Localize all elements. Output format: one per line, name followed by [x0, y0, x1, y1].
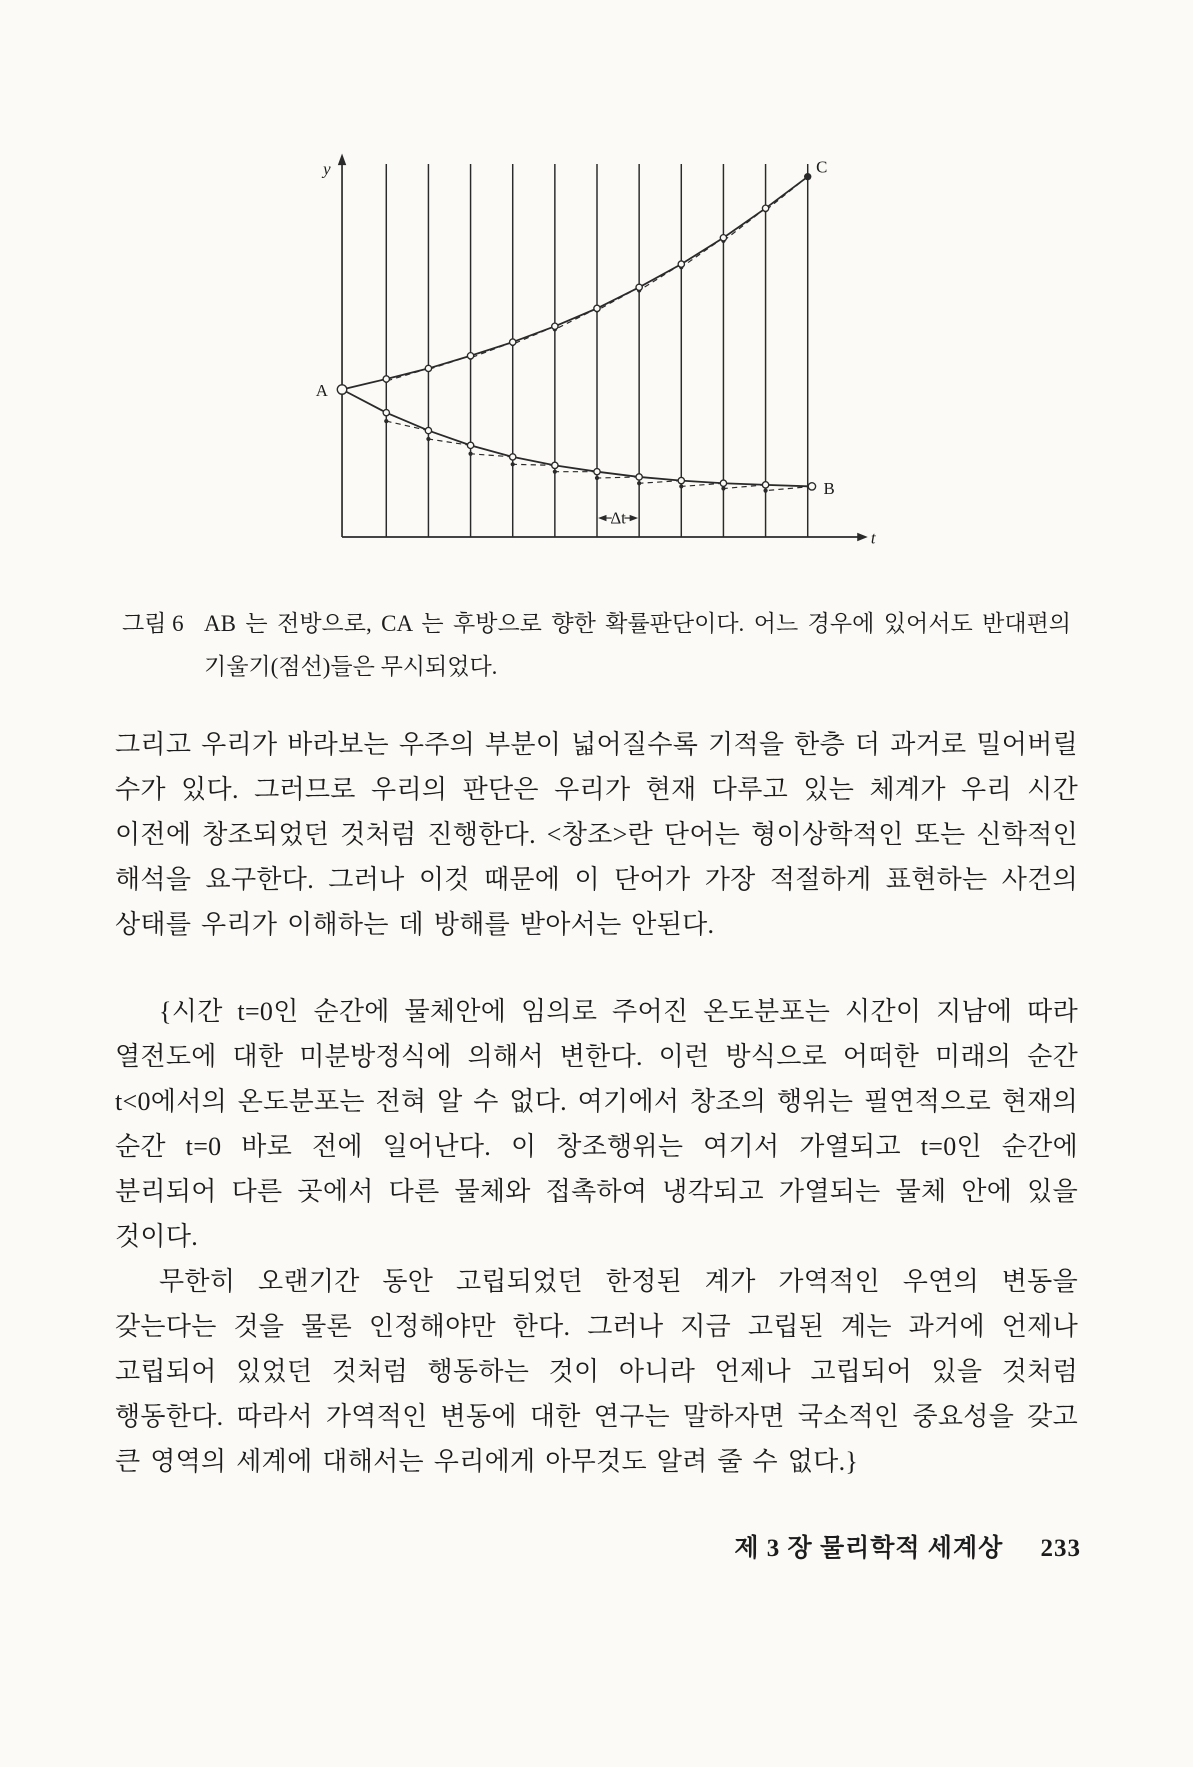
chapter-title: 제 3 장 물리학적 세계상 [734, 1535, 1004, 1562]
y-axis-label: y [322, 159, 331, 179]
t-axis-label: t [870, 528, 876, 548]
page-number: 233 [1040, 1535, 1081, 1562]
point-c-marker [804, 173, 811, 180]
figure-diagram [302, 148, 892, 572]
paragraph-gap [115, 947, 1078, 989]
figure-area [0, 0, 1193, 572]
point-a-marker [337, 385, 346, 394]
y-axis [337, 154, 345, 538]
point-b-label: B [823, 478, 835, 498]
upper-curve-nodes [383, 205, 769, 382]
lower-curve-nodes [383, 410, 769, 488]
paragraph-3: 무한히 오랜기간 동안 고립되었던 한정된 계가 가역적인 우연의 변동을 갖는다는 것을 물론 인정해야만 한다. 그러나 지금 고립된 계는 과거에 언제나 고립되어 있었던 것처럼 행동하는 것이 아니라 언제나 고립되어 있을 것처럼 행동한다. 따라서 가역적인 변동에 대한 연구는 말하자면 국소적인 중요성을 갖고 큰 영역의 세계에 대해서는 우리에게 아무것도 알려 줄 수 없다.} [115, 1267, 1078, 1476]
body-text [115, 722, 1078, 1484]
point-a-label: A [315, 380, 328, 400]
figure-caption [122, 602, 1071, 688]
point-c-label: C [815, 157, 827, 177]
upper-dashed-slopes [384, 177, 808, 384]
page-footer [112, 1528, 1081, 1564]
t-axis [342, 533, 868, 541]
lower-dashed-slopes [384, 419, 812, 493]
paragraph-2: {시간 t=0인 순간에 물체안에 임의로 주어진 온도분포는 시간이 지남에 따라 열전도에 대한 미분방정식에 의해서 변한다. 이런 방식으로 어떠한 미래의 순간 t<0에서의 온도분포는 전혀 알 수 없다. 여기에서 창조의 행위는 필연적으로 현재의 순간 t=0 바로 전에 일어난다. 이 창조행위는 여기서 가열되고 t=0인 순간에 분리되어 다른 곳에서 다른 물체와 접촉하여 냉각되고 가열되는 물체 안에 있을 것이다. [115, 997, 1078, 1251]
vertical-grid-lines [386, 164, 807, 537]
paragraph-1: 그리고 우리가 바라보는 우주의 부분이 넓어질수록 기적을 한층 더 과거로 밀어버릴 수가 있다. 그러므로 우리의 판단은 우리가 현재 다루고 있는 체계가 우리 시간 이전에 창조되었던 것처럼 진행한다. <창조>란 단어는 형이상학적인 또는 신학적인 해석을 요구한다. 그러나 이것 때문에 이 단어가 가장 적절하게 표현하는 사건의 상태를 우리가 이해하는 데 방해를 받아서는 안된다. [115, 730, 1078, 939]
figure-caption-text: AB 는 전방으로, CA 는 후방으로 향한 확률판단이다. 어느 경우에 있어서도 반대편의 기울기(점선)들은 무시되었다. [204, 611, 1071, 679]
upper-curve-AC [342, 177, 808, 390]
delta-t-marker [598, 508, 638, 527]
delta-t-label: Δt [609, 508, 626, 528]
point-b-marker [808, 483, 815, 490]
figure-caption-number: 그림 6 [122, 611, 184, 636]
